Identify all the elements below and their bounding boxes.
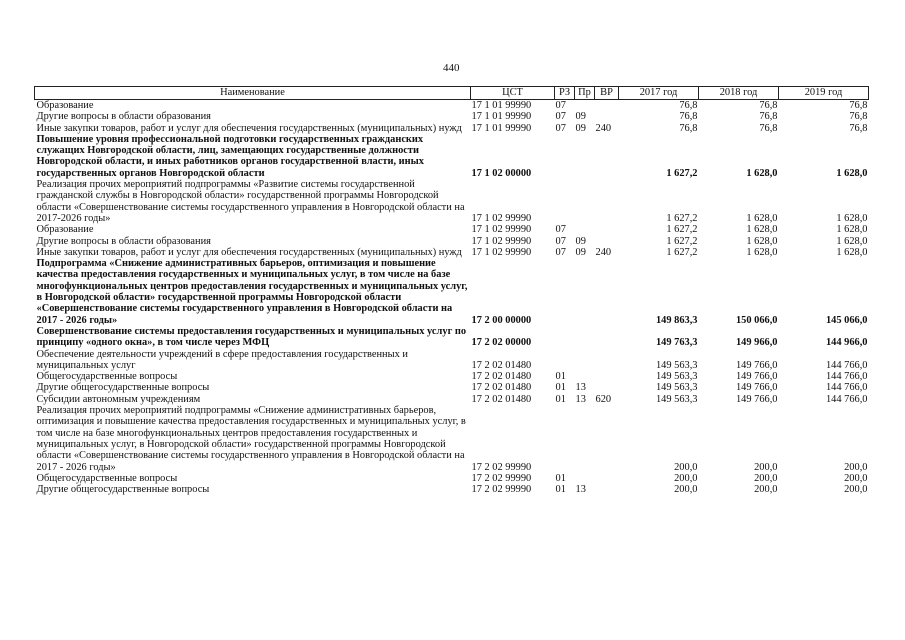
cell-vr: [595, 405, 619, 473]
cell-cst: 17 1 01 99990: [471, 100, 532, 111]
cell-pr: [575, 100, 595, 112]
table-row: [35, 371, 869, 382]
cell-2018: 1 628,0: [746, 167, 778, 179]
cell-2017: 1 627,2: [666, 224, 698, 236]
table-header-row: [35, 87, 869, 100]
header-vr: ВР: [595, 87, 619, 100]
cell-name: Другие общегосударственные вопросы: [36, 484, 210, 496]
cell-vr: [595, 258, 619, 326]
cell-2017: 149 563,3: [655, 393, 698, 405]
cell-pr: [575, 179, 595, 224]
cell-cst: 17 2 02 00000: [471, 337, 532, 349]
cell-pr: [575, 134, 595, 179]
table-row: [35, 179, 869, 224]
cell-cst: 17 1 01 99990: [471, 111, 532, 123]
cell-vr: [595, 134, 619, 179]
cell-2017: 1 627,2: [666, 235, 698, 247]
table-row: [35, 258, 869, 326]
table-row: [35, 326, 869, 349]
cell-rz: [555, 258, 575, 326]
cell-pr: 13: [575, 382, 586, 394]
cell-pr: [575, 258, 595, 326]
cell-rz: 01: [555, 484, 566, 496]
budget-table: [34, 86, 869, 495]
cell-pr: 09: [575, 111, 586, 123]
table-row: [35, 236, 869, 247]
cell-name: Иные закупки товаров, работ и услуг для обеспечения государственных (муниципальных) нужд: [36, 246, 462, 258]
cell-name: Реализация прочих мероприятий подпрограммы «Снижение административных барьеров, оптимизация и повышение качества предоставления государственных и муниципальных услуг, в том числе на базе многофункциональных центров предоставления государственных и муниципальных услуг, в Новгородской области» государственной программы Новгородской области «Совершенствование системы государственного управления в Новгородской области на 2017 - 2026 годы»: [36, 405, 466, 473]
cell-2019: 144 766,0: [825, 359, 868, 371]
cell-2018: 200,0: [754, 472, 778, 484]
cell-2018: 200,0: [754, 484, 778, 496]
cell-2017: 76,8: [679, 111, 698, 123]
table-row: [35, 484, 869, 495]
cell-cst: 17 2 02 01480: [471, 382, 532, 394]
cell-2018: 76,8: [759, 122, 778, 134]
cell-name: Совершенствование системы предоставления государственных и муниципальных услуг по принципу «одного окна», в том числе через МФЦ: [36, 325, 467, 349]
cell-2018: 76,8: [759, 111, 778, 123]
cell-2017: 76,8: [679, 100, 698, 111]
cell-2017: 200,0: [674, 472, 698, 484]
table-row: [35, 405, 869, 473]
cell-2017: 149 863,3: [655, 314, 698, 326]
cell-2018: 149 966,0: [735, 337, 778, 349]
cell-2017: 149 763,3: [655, 337, 698, 349]
table-row: [35, 247, 869, 258]
cell-2019: 200,0: [844, 484, 868, 496]
cell-vr: [595, 371, 619, 382]
table-row: [35, 123, 869, 134]
cell-2017: 1 627,2: [666, 167, 698, 179]
header-pr: Пр: [575, 87, 595, 100]
cell-vr: [595, 236, 619, 247]
cell-2018: 149 766,0: [735, 393, 778, 405]
cell-vr: [595, 349, 619, 372]
header-2017: 2017 год: [619, 87, 699, 100]
cell-pr: 09: [575, 122, 586, 134]
cell-rz: 07: [555, 111, 566, 123]
cell-2019: 1 628,0: [836, 167, 868, 179]
table-row: [35, 394, 869, 405]
cell-cst: 17 2 02 99990: [471, 461, 532, 473]
cell-2018: 149 766,0: [735, 371, 778, 383]
cell-pr: [575, 371, 595, 382]
cell-2017: 76,8: [679, 122, 698, 134]
cell-vr: [595, 224, 619, 235]
cell-vr: [595, 473, 619, 484]
cell-name: Субсидии автономным учреждениям: [36, 393, 201, 405]
cell-2018: 1 628,0: [746, 224, 778, 236]
cell-2019: 144 766,0: [825, 382, 868, 394]
cell-2019: 200,0: [844, 472, 868, 484]
cell-pr: 09: [575, 235, 586, 247]
cell-2017: 200,0: [674, 461, 698, 473]
cell-vr: 240: [595, 122, 612, 134]
cell-rz: [555, 179, 575, 224]
table-row: [35, 134, 869, 179]
cell-2019: 76,8: [849, 122, 868, 134]
cell-vr: [595, 179, 619, 224]
cell-name: Обеспечение деятельности учреждений в сфере предоставления государственных и муниципальных услуг: [36, 348, 408, 371]
cell-rz: 07: [555, 235, 566, 247]
cell-rz: 07: [555, 224, 566, 236]
cell-pr: [575, 326, 595, 349]
cell-2017: 200,0: [674, 484, 698, 496]
cell-name: Общегосударственные вопросы: [36, 472, 178, 484]
cell-vr: [595, 382, 619, 393]
table-row: [35, 473, 869, 484]
cell-2019: 144 766,0: [825, 393, 868, 405]
cell-2019: 1 628,0: [836, 212, 868, 224]
cell-vr: [595, 484, 619, 495]
cell-pr: 09: [575, 246, 586, 258]
cell-rz: 01: [555, 393, 566, 405]
header-cst: ЦСТ: [471, 87, 555, 100]
cell-pr: 13: [575, 484, 586, 496]
cell-2018: 76,8: [759, 100, 778, 111]
cell-name: Общегосударственные вопросы: [36, 371, 178, 383]
cell-cst: 17 1 02 99990: [471, 235, 532, 247]
cell-vr: 620: [595, 393, 612, 405]
cell-rz: [555, 134, 575, 179]
cell-name: Иные закупки товаров, работ и услуг для обеспечения государственных (муниципальных) нужд: [36, 122, 462, 134]
cell-rz: 01: [555, 472, 566, 484]
cell-pr: [575, 473, 595, 484]
cell-cst: 17 1 02 99990: [471, 224, 532, 236]
cell-name: Образование: [36, 100, 94, 111]
cell-2019: 1 628,0: [836, 246, 868, 258]
cell-name: Образование: [36, 224, 94, 236]
table-row: [35, 224, 869, 235]
cell-2018: 1 628,0: [746, 246, 778, 258]
cell-2019: 76,8: [849, 111, 868, 123]
cell-pr: [575, 349, 595, 372]
cell-rz: [555, 349, 575, 372]
cell-rz: 01: [555, 382, 566, 394]
cell-pr: 13: [575, 393, 586, 405]
cell-cst: 17 2 02 99990: [471, 472, 532, 484]
cell-cst: 17 2 02 01480: [471, 371, 532, 383]
cell-2018: 149 766,0: [735, 382, 778, 394]
header-rz: РЗ: [555, 87, 575, 100]
cell-vr: [595, 100, 619, 112]
cell-2017: 149 563,3: [655, 382, 698, 394]
cell-2019: 144 766,0: [825, 371, 868, 383]
cell-name: Повышение уровня профессиональной подготовки государственных гражданских служащих Новгородской области, лиц, замещающих государственные должности Новгородской области, и иных работников органов государственной власти, иных государственных органов Новгородской области: [36, 133, 424, 179]
table-row: [35, 111, 869, 122]
cell-2017: 1 627,2: [666, 246, 698, 258]
table-row: [35, 382, 869, 393]
cell-pr: [575, 224, 595, 235]
cell-rz: 07: [555, 246, 566, 258]
cell-2018: 1 628,0: [746, 235, 778, 247]
header-name: Наименование: [35, 87, 471, 100]
page-number: 440: [443, 62, 460, 74]
cell-2018: 1 628,0: [746, 212, 778, 224]
cell-2018: 200,0: [754, 461, 778, 473]
table-row: [35, 349, 869, 372]
cell-cst: 17 2 00 00000: [471, 314, 532, 326]
cell-name: Другие общегосударственные вопросы: [36, 382, 210, 394]
cell-2019: 145 066,0: [825, 314, 868, 326]
cell-cst: 17 1 02 99990: [471, 212, 532, 224]
header-2019: 2019 год: [779, 87, 869, 100]
cell-vr: 240: [595, 246, 612, 258]
cell-2017: 1 627,2: [666, 212, 698, 224]
cell-cst: 17 2 02 01480: [471, 359, 532, 371]
cell-2019: 76,8: [849, 100, 868, 111]
cell-cst: 17 1 02 00000: [471, 167, 532, 179]
cell-rz: [555, 326, 575, 349]
cell-cst: 17 2 02 99990: [471, 484, 532, 496]
table-body: [35, 100, 869, 496]
cell-cst: 17 2 02 01480: [471, 393, 532, 405]
header-2018: 2018 год: [699, 87, 779, 100]
cell-vr: [595, 326, 619, 349]
cell-2017: 149 563,3: [655, 359, 698, 371]
cell-cst: 17 1 01 99990: [471, 122, 532, 134]
cell-cst: 17 1 02 99990: [471, 246, 532, 258]
cell-name: Другие вопросы в области образования: [36, 111, 211, 123]
cell-2017: 149 563,3: [655, 371, 698, 383]
cell-rz: 07: [555, 100, 566, 111]
cell-2019: 1 628,0: [836, 224, 868, 236]
cell-name: Реализация прочих мероприятий подпрограммы «Развитие системы государственной гражданской службы в Новгородской области» государственной программы Новгородской области «Совершенствование системы государственного управления в Новгородской области на 2017-2026 годы»: [36, 179, 465, 224]
cell-vr: [595, 111, 619, 122]
cell-rz: 07: [555, 122, 566, 134]
cell-name: Другие вопросы в области образования: [36, 235, 211, 247]
cell-2019: 1 628,0: [836, 235, 868, 247]
cell-rz: 01: [555, 371, 566, 383]
cell-name: Подпрограмма «Снижение административных барьеров, оптимизация и повышение качества предоставления государственных и муниципальных услуг, в том числе на базе многофункциональных центров предоставления государственных и муниципальных услуг, в Новгородской области» государственной программы Новгородской области «Совершенствование системы государственного управления в Новгородской области на 2017 - 2026 годы»: [36, 258, 468, 326]
cell-2018: 149 766,0: [735, 359, 778, 371]
cell-2019: 144 966,0: [825, 337, 868, 349]
cell-2018: 150 066,0: [735, 314, 778, 326]
cell-2019: 200,0: [844, 461, 868, 473]
cell-rz: [555, 405, 575, 473]
cell-pr: [575, 405, 595, 473]
table-row: [35, 100, 869, 112]
